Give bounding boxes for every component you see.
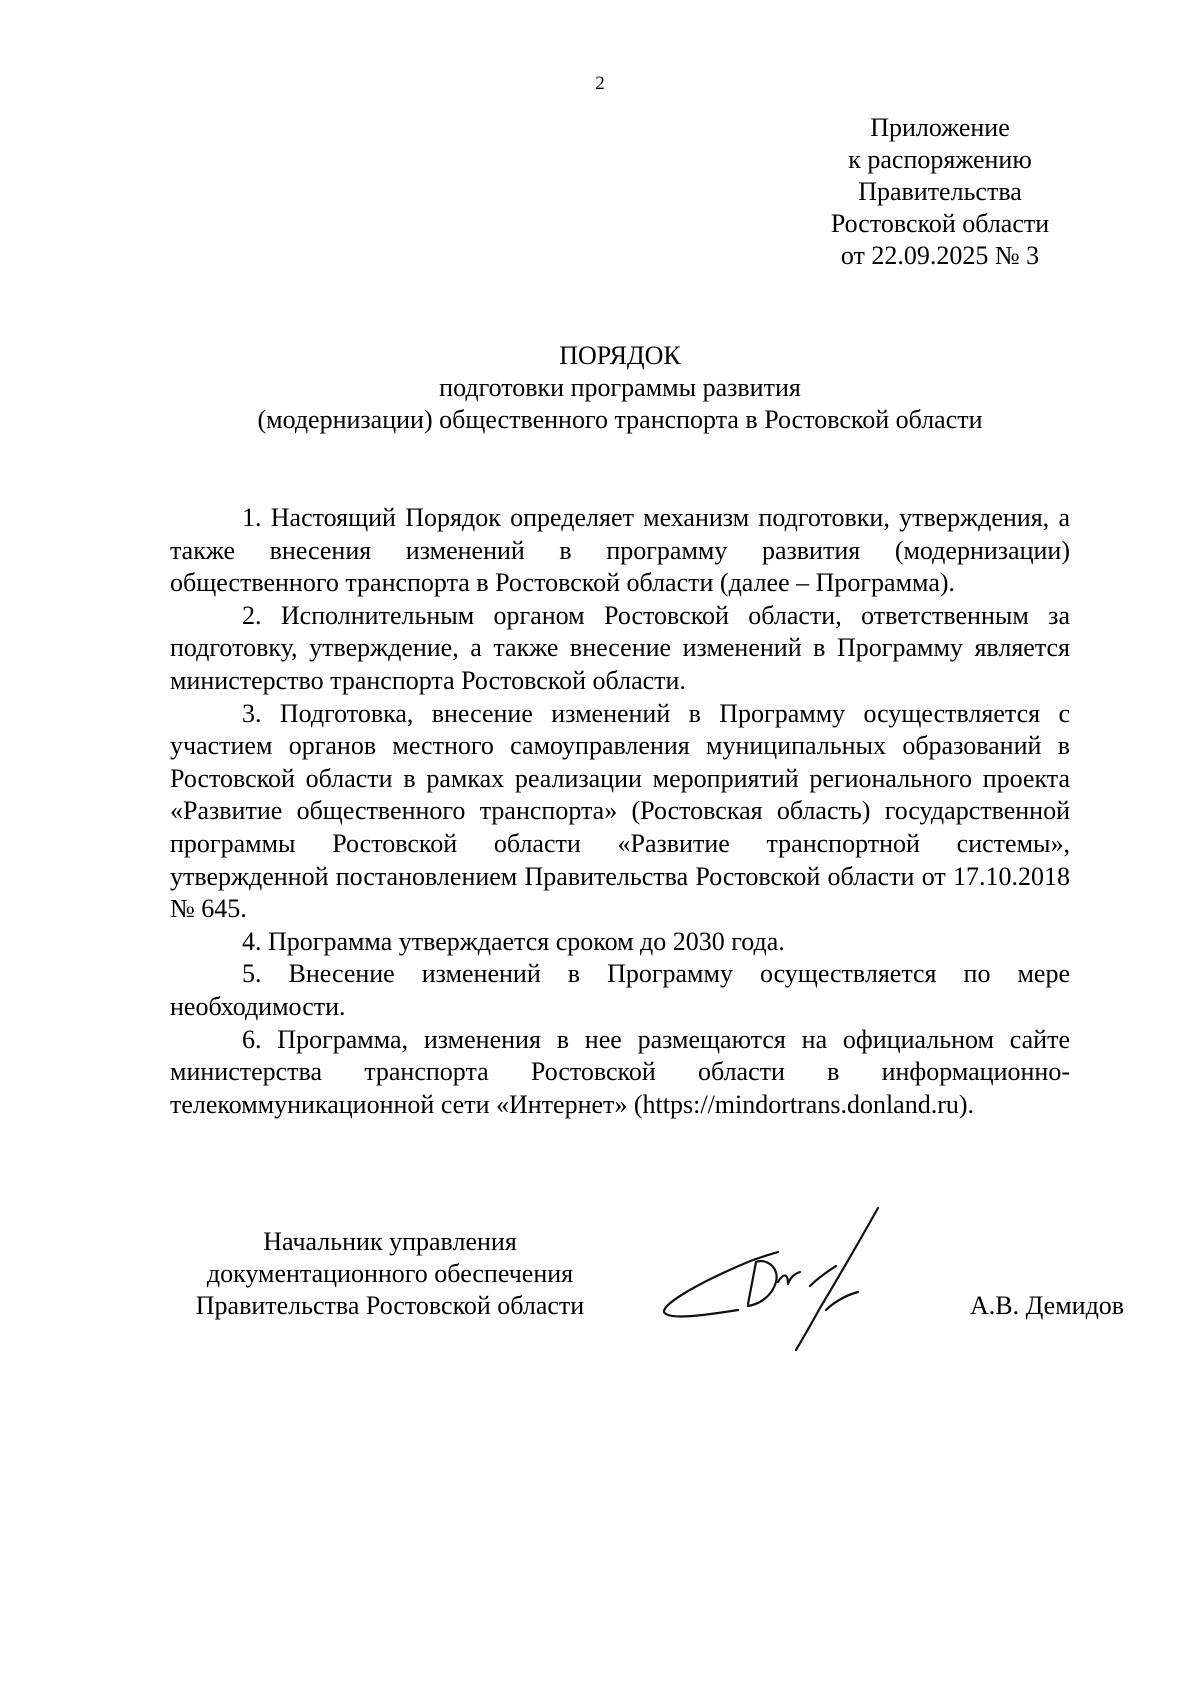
paragraph-1: 1. Настоящий Порядок определяет механизм подготовки, утверждения, а также внесения изменений в программу развития (модернизации) общественного транспорта в Ростовской области (далее – Программа).: [170, 503, 1070, 598]
appendix-line: Правительства: [858, 177, 1022, 206]
paragraph-5: 5. Внесение изменений в Программу осуществляется по мере необходимости.: [170, 959, 1070, 1021]
appendix-date-number: от 22.09.2025 № 3: [840, 241, 1040, 270]
appendix-block: [790, 112, 1090, 272]
signer-name: А.В. Демидов: [970, 1291, 1125, 1320]
paragraph-3: 3. Подготовка, внесение изменений в Программу осуществляется с участием органов местного самоуправления муниципальных образований в Ростовской области в рамках реализации мероприятий регионального проекта «Развитие общественного транспорта» (Ростовская область) государственной программы Ростовской области «Развитие транспортной системы», утвержденной постановлением Правительства Ростовской области от 17.10.2018 № 645.: [170, 698, 1070, 924]
document-subtitle-line: (модернизации) общественного транспорта в Ростовской области: [257, 405, 983, 434]
handwritten-signature: [660, 1200, 940, 1370]
document-title-block: [170, 340, 1070, 436]
signer-position-line: документационного обеспечения: [206, 1259, 574, 1288]
document-heading: ПОРЯДОК: [559, 341, 681, 370]
paragraph-6: 6. Программа, изменения в нее размещаются на официальном сайте министерства транспорта Ростовской области в информационно-телекоммуникационной сети «Интернет» (https://mindortrans.donland.ru).: [170, 1024, 1070, 1119]
signer-position-line: Правительства Ростовской области: [195, 1291, 585, 1320]
appendix-line: Ростовской области: [830, 209, 1050, 238]
document-body: [170, 502, 1070, 1121]
appendix-line: Приложение: [870, 113, 1010, 142]
paragraph-4: 4. Программа утверждается сроком до 2030 года.: [242, 926, 785, 956]
paragraph-2: 2. Исполнительным органом Ростовской области, ответственным за подготовку, утверждение, а также внесение изменений в Программу является министерство транспорта Ростовской области.: [170, 600, 1070, 695]
signer-position-block: [170, 1226, 610, 1322]
document-subtitle-line: подготовки программы развития: [439, 373, 801, 402]
signer-position-line: Начальник управления: [263, 1227, 517, 1256]
appendix-line: к распоряжению: [848, 145, 1032, 174]
page-number: 2: [595, 73, 605, 94]
